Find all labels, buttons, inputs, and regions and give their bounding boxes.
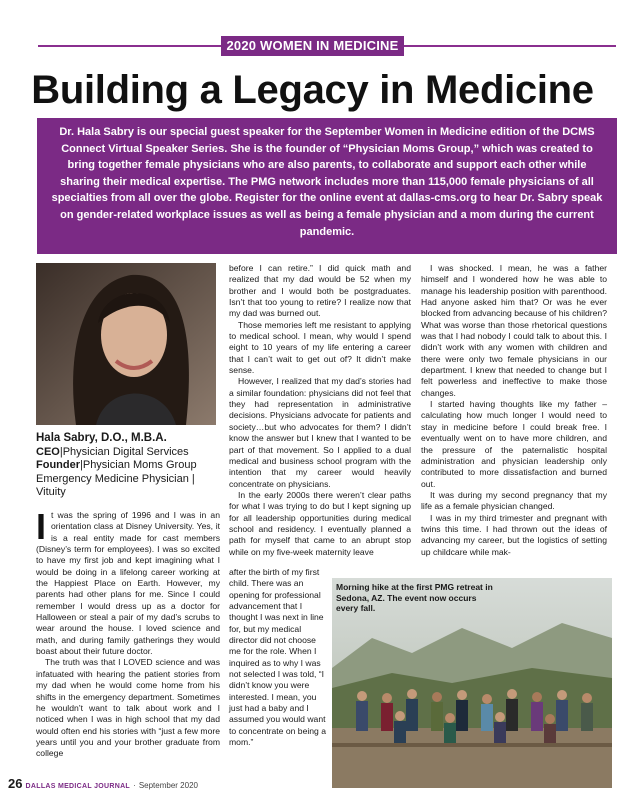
article-column-2 <box>229 263 411 558</box>
issue-date: September 2020 <box>138 781 198 790</box>
page-footer: 26 DALLAS MEDICAL JOURNAL · September 2020 <box>8 776 198 791</box>
profile-name: Hala Sabry, D.O., M.B.A. <box>36 432 167 444</box>
page-title: Building a Legacy in Medicine <box>31 68 594 112</box>
paragraph: Those memories left me resistant to applying to medical school. I mean, why would I spend eight to 10 years of my life entering a career that I can’t wait to get out of? It didn’t make sense. <box>229 319 411 376</box>
profile-role-3: Emergency Medicine Physician | Vituity <box>36 472 195 498</box>
paragraph: I was in my third trimester and pregnant with twins this time. I had thrown out the ideas of advancing my career, but the logistics of setting up childcare while mak- <box>421 512 607 557</box>
paragraph: However, I realized that my dad’s stories had a similar foundation: physicians did not feel that they had representation in administrative decisions. Physicians advocate for patients and society…but who advocates for them? I didn’t know the answer but I knew that I wanted to be part of that movement. So I applied to a dual medical and business school program with the intention that my career would heavily concentrate on physicians. <box>229 376 411 489</box>
paragraph: before I can retire.” I did quick math and realized that my dad would be 52 when my brother and I would both be postgraduates. Isn’t that too young to retire? I realize now that my dad was burned out. <box>229 263 411 319</box>
portrait-photo <box>36 263 216 425</box>
intro-box: Dr. Hala Sabry is our special guest speaker for the September Women in Medicine edition of the DCMS Connect Virtual Speaker Series. She is the founder of “Physician Moms Group,” which was created to bring together female physicians who are also parents, to collaborate and support each other while sharing their medical expertise. The PMG network includes more than 115,000 female physicians of all specialties from all over the globe. Register for the online event at dallas-cms.org to hear Dr. Sabry speak on gender-related workplace issues as well as being a female physician and a mom during the current pandemic. <box>37 118 617 254</box>
article-column-1: It was the spring of 1996 and I was in an orientation class at Disney University. Yes, it is a real entity made for cast members (Disney’s term for employees). I was so excited to have my first job and kept imagining what I would be doing in a lifelong career working at the Happiest Place on Earth. However, my parents had other plans for me. Since I could remember I would dress up as a doctor for Halloween or steal a pair of my dad’s scrubs to wear around the house. I loved science and math, and during family gatherings they would boast about their future doctor. The truth was that I LOVED science and was infatuated with hearing the patient stories from my dad when he would come home from his shifts in the emergency department. Sometimes he wouldn’t want to talk about work and I noticed when I was in high school that my dad would often end his stories with “just a few more years until you and your brother graduate from college <box>36 506 220 759</box>
paragraph: I was shocked. I mean, he was a father himself and I wondered how he was able to manage his leadership position with parenthood. Had anyone asked him that? Or was he ever blocked from advancing because of his children? What was worse than those rhetorical questions was that I had nobody I could talk to about this. I didn’t work with any women with children and there were only two female physicians in our department. I knew that needed to change but I felt powerless and ineffective to make those changes. <box>421 263 607 398</box>
page-number: 26 <box>8 776 23 791</box>
profile-role-2: Founder|Physician Moms Group <box>36 459 197 471</box>
paragraph: In the early 2000s there weren’t clear paths for what I was trying to do but I kept signing up for all leadership opportunities during medical school and residency. I eventually planned a path for myself that came to an abrupt stop while on my five-week maternity leave <box>229 489 411 557</box>
article-column-3 <box>421 263 607 558</box>
profile-caption <box>36 432 220 500</box>
paragraph: after the birth of my first child. There was an opening for professional advancement that I thought I was next in line for, but my medical director did not choose me for the role. When I inquired as to why I was not selected I was told, “I didn’t know you were interested. I mean, you just had a baby and I assumed you would want to concentrate on being a mom.” <box>229 567 326 748</box>
section-banner: 2020 WOMEN IN MEDICINE <box>221 36 404 56</box>
profile-role-1: CEO|Physician Digital Services <box>36 445 189 458</box>
paragraph: I started having thoughts like my father – calculating how much longer I would need to stay in medicine before I could break free. I eventually went on to have more children, and the pressure of the paternalistic hospital administration and physician leadership only contributed to more dissatisfaction and burned out. <box>421 399 607 489</box>
journal-name: DALLAS MEDICAL JOURNAL <box>25 783 131 790</box>
photo-caption: Morning hike at the first PMG retreat in Sedona, AZ. The event now occurs every fall. <box>336 582 493 613</box>
drop-cap: I <box>36 506 47 547</box>
article-column-2-wrap <box>229 567 327 749</box>
paragraph: It was during my second pregnancy that my life as a female physician changed. <box>421 489 607 512</box>
paragraph: The truth was that I LOVED science and was infatuated with hearing the patient stories from my dad when he would come home from his shifts in the emergency department. Sometimes he wouldn’t want to talk about work and I noticed when I was in high school that my dad would often end his stories with “just a few more years until you and your brother graduate from college <box>36 657 220 759</box>
